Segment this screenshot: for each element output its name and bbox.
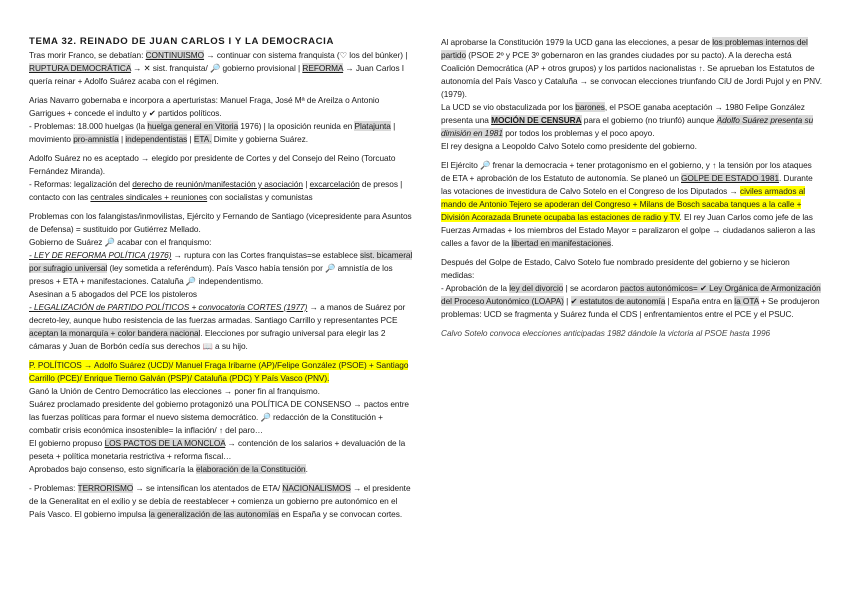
text-run: → ✕ sist. franquista/ 🔎 gobierno provisional | — [130, 63, 303, 73]
text-run: - Problemas: — [29, 483, 78, 493]
text-run: Adolfo Suárez presenta su dimisión en 1981 — [441, 115, 814, 138]
text-run: Problemas con los falangistas/inmovilistas, Ejército y Fernando de Santiago (vicepresidente para Asuntos de Defensa) = sustituido por Gutiérrez Mellado. — [29, 211, 412, 234]
paragraph — [29, 152, 413, 204]
text-run: | — [187, 134, 194, 144]
text-run: excarcelación — [309, 179, 360, 189]
text-run: Ganó la Unión de Centro Democrático las elecciones → poner fin al franquismo. — [29, 386, 320, 396]
text-run: CONTINUISMO — [145, 50, 205, 60]
text-run: por todos los problemas y el poco apoyo. — [502, 128, 655, 138]
text-run: RUPTURA DEMOCRÁTICA — [29, 63, 131, 73]
text-run: - Problemas: 18.000 huelgas (la — [29, 121, 148, 131]
text-run: Arias Navarro gobernaba e incorpora a aperturistas: Manuel Fraga, José Mª de Areilza o Antonio Garrigues + concede el indulto y ✔ partidos políticos. — [29, 95, 380, 118]
text-run: . Elecciones por sufragio universal para elegir las 2 cámaras y Juan de Borbón cedía sus derechos 📖 a su hijo. — [29, 328, 386, 351]
text-run: → a manos de Suárez por decreto-ley, aunque hubo resistencia de las fuerzas armadas. Santiago Carrillo y representantes PCE — [29, 302, 406, 325]
text-run: ley del divorcio — [509, 283, 564, 293]
text-run: Al aprobarse la Constitución 1979 la UCD gana las elecciones, a pesar de — [441, 37, 713, 47]
document-title: TEMA 32. REINADO DE JUAN CARLOS I Y LA DEMOCRACIA — [29, 36, 334, 47]
text-run: elaboración de la Constitución — [195, 464, 306, 474]
text-run: Adolfo Suárez no es aceptado → elegido por presidente de Cortes y del Consejo del Reino (Torcuato Fernández Miranda). — [29, 153, 396, 176]
text-run: (PSOE 2º y PCE 3º gobernaron en las grandes ciudades por su pacto). A la derecha está Coalición Democrática (AP + otros grupos) y los partidos nacionalistas ↑. Se aprueban los Estatutos de autonomía del País Vasco y Cataluña → se convocan elecciones triunfando CiU de Jordi Pujol y en PNV. (1979). — [441, 50, 823, 99]
text-run: Tras morir Franco, se debatían: — [29, 50, 146, 60]
text-run: . — [305, 464, 308, 474]
text-run: P. POLÍTICOS → Adolfo Suárez (UCD)/ Manuel Fraga Iribarne (AP)/Felipe González (PSOE) + Santiago Carrillo (PCE)/ Enrique Tierno Galván (PSP)/ Cataluña (PDC) Y País Vasco (PNV). — [29, 360, 409, 383]
text-run: Asesinan a 5 abogados del PCE los pistoleros — [29, 289, 197, 299]
paragraph — [29, 482, 413, 521]
text-run: El Ejército 🔎 frenar la democracia + tener protagonismo en el gobierno, y ↑ la tensión por los ataques de ETA + aprobación de los Estatuto de autonomía. Se planeó un — [441, 160, 812, 183]
text-run: REFORMA — [302, 63, 344, 73]
text-run: derecho de reunión/manifestación y asociación — [132, 179, 303, 189]
paragraph — [29, 94, 413, 146]
text-run: huelga general en Vitoria — [147, 121, 239, 131]
text-run: (ley sometida a referéndum). País Vasco había tensión por 🔎 amnistía de los presos + ETA + manifestaciones. Cataluña 🔎 independentismo. — [29, 263, 393, 286]
text-run: Dimite y gobierna Suárez. — [211, 134, 308, 144]
left-column — [29, 36, 413, 527]
text-run: de presos | contacto con las — [29, 179, 403, 202]
text-run: GOLPE DE ESTADO 1981 — [681, 173, 780, 183]
text-run: ✔ estatutos de autonomía — [570, 296, 666, 306]
text-run: , el PSOE ganaba aceptación → 1980 Felipe González presenta una — [441, 102, 805, 125]
paragraph — [441, 256, 823, 321]
text-run: barones — [575, 102, 605, 112]
text-run: . — [611, 238, 614, 248]
text-run: → Juan Carlos I quería reinar + Adolfo Suárez acaba con el régimen. — [29, 63, 405, 86]
text-run: Después del Golpe de Estado, Calvo Sotelo fue nombrado presidente del gobierno y se hicieron medidas: — [441, 257, 790, 280]
text-run: | — [563, 296, 571, 306]
text-run: | — [118, 134, 126, 144]
paragraph — [441, 159, 823, 250]
text-run: aceptan la monarquía + color bandera nacional — [29, 328, 201, 338]
text-run: centrales sindicales + reuniones — [90, 192, 208, 202]
paragraph — [29, 210, 413, 353]
text-run: - LEY DE REFORMA POLÍTICA (1976) — [29, 250, 172, 260]
text-run: La UCD se vio obstaculizada por los — [441, 102, 576, 112]
text-run: ETA. — [193, 134, 212, 144]
text-run: Aprobados bajo consenso, esto significaría la — [29, 464, 196, 474]
text-run: pro-amnistía — [73, 134, 119, 144]
text-run: 1976) | la oposición reunida en — [238, 121, 355, 131]
text-run: en España y se convocan cortes. — [279, 509, 403, 519]
paragraph — [441, 36, 823, 153]
text-run: pactos autonómicos= ✔ Ley Orgánica de Armonización del Proceso Autonómico (LOAPA) — [441, 283, 821, 306]
text-run: independentistas — [125, 134, 188, 144]
text-run: El rey designa a Leopoldo Calvo Sotelo como presidente del gobierno. — [441, 141, 697, 151]
text-run: civiles armados al mando de Antonio Tejero se apoderan del Congreso + Milans de Bosch sacaba tanques a la calle + División Acorazada Brunete ocupaba las estaciones de radio y TV — [441, 186, 806, 222]
text-run: Calvo Sotelo convoca elecciones anticipadas 1982 dándole la victoria al PSOE hasta 1996 — [441, 328, 771, 338]
text-run: MOCIÓN DE CENSURA — [491, 115, 582, 125]
text-run: Platajunta — [354, 121, 391, 131]
text-run: | movimiento — [29, 121, 396, 144]
text-run: - Reformas: legalización del — [29, 179, 133, 189]
text-run: | — [302, 179, 310, 189]
text-run: Suárez proclamado presidente del gobierno protagonizó una POLÍTICA DE CONSENSO → pactos entre las fuerzas políticas para formar el nuevo sistema democrático. 🔎 redacción de la Constitución + combatir crisis económica insostenible= la inflación/ ↑ del paro… — [29, 399, 409, 435]
text-run: sist. bicameral por sufragio universal — [29, 250, 413, 273]
paragraph — [441, 327, 823, 340]
text-run: | España entra en — [665, 296, 735, 306]
right-column — [441, 36, 823, 346]
text-run: la OTA — [734, 296, 759, 306]
text-run: + Se produjeron problemas: UCD se fragmenta y Suárez funda el CDS | enfrentamientos entre el PCE y el PSUC. — [441, 296, 820, 319]
text-run: libertad en manifestaciones — [511, 238, 612, 248]
text-run: . Durante las votaciones de investidura de Calvo Sotelo en el Congreso de los Diputados → — [441, 173, 813, 196]
text-run: NACIONALISMOS — [282, 483, 351, 493]
text-run: → se intensifican los atentados de ETA/ — [133, 483, 283, 493]
text-run: la generalización de las autonomías — [148, 509, 280, 519]
text-run: TERRORISMO — [77, 483, 134, 493]
text-run: - LEGALIZACIÓN de PARTIDO POLÍTICOS + convocatoria CORTES (1977) — [29, 302, 308, 312]
text-run: los problemas internos del partido — [441, 37, 808, 60]
text-run: . El rey Juan Carlos como jefe de las Fuerzas Armadas + los miembros del Estado Mayor = paralizaron el golpe → ciudadanos salieron a las calles a favor de la — [441, 212, 816, 248]
text-run: → ruptura con las Cortes franquistas=se establece — [171, 250, 361, 260]
text-run: con socialistas y comunistas — [207, 192, 313, 202]
paragraph — [29, 359, 413, 476]
text-run: → el presidente de la Generalitat en el exilio y se debía de reestablecer + comienza un gobierno pre autonómico en el País Vasco. El gobierno impulsa — [29, 483, 411, 519]
text-run: El gobierno propuso — [29, 438, 105, 448]
text-run: → continuar con sistema franquista (♡ los del búnker) | — [204, 50, 408, 60]
text-run: Gobierno de Suárez 🔎 acabar con el franquismo: — [29, 237, 212, 247]
text-run: - Aprobación de la — [441, 283, 510, 293]
paragraph — [29, 49, 413, 88]
text-run: | se acordaron — [563, 283, 621, 293]
text-run: para el gobierno (no triunfó) aunque — [581, 115, 717, 125]
text-run: → contención de los salarios + devaluación de la peseta + política monetaria restrictiva + reforma fiscal… — [29, 438, 406, 461]
text-run: LOS PACTOS DE LA MONCLOA — [104, 438, 226, 448]
